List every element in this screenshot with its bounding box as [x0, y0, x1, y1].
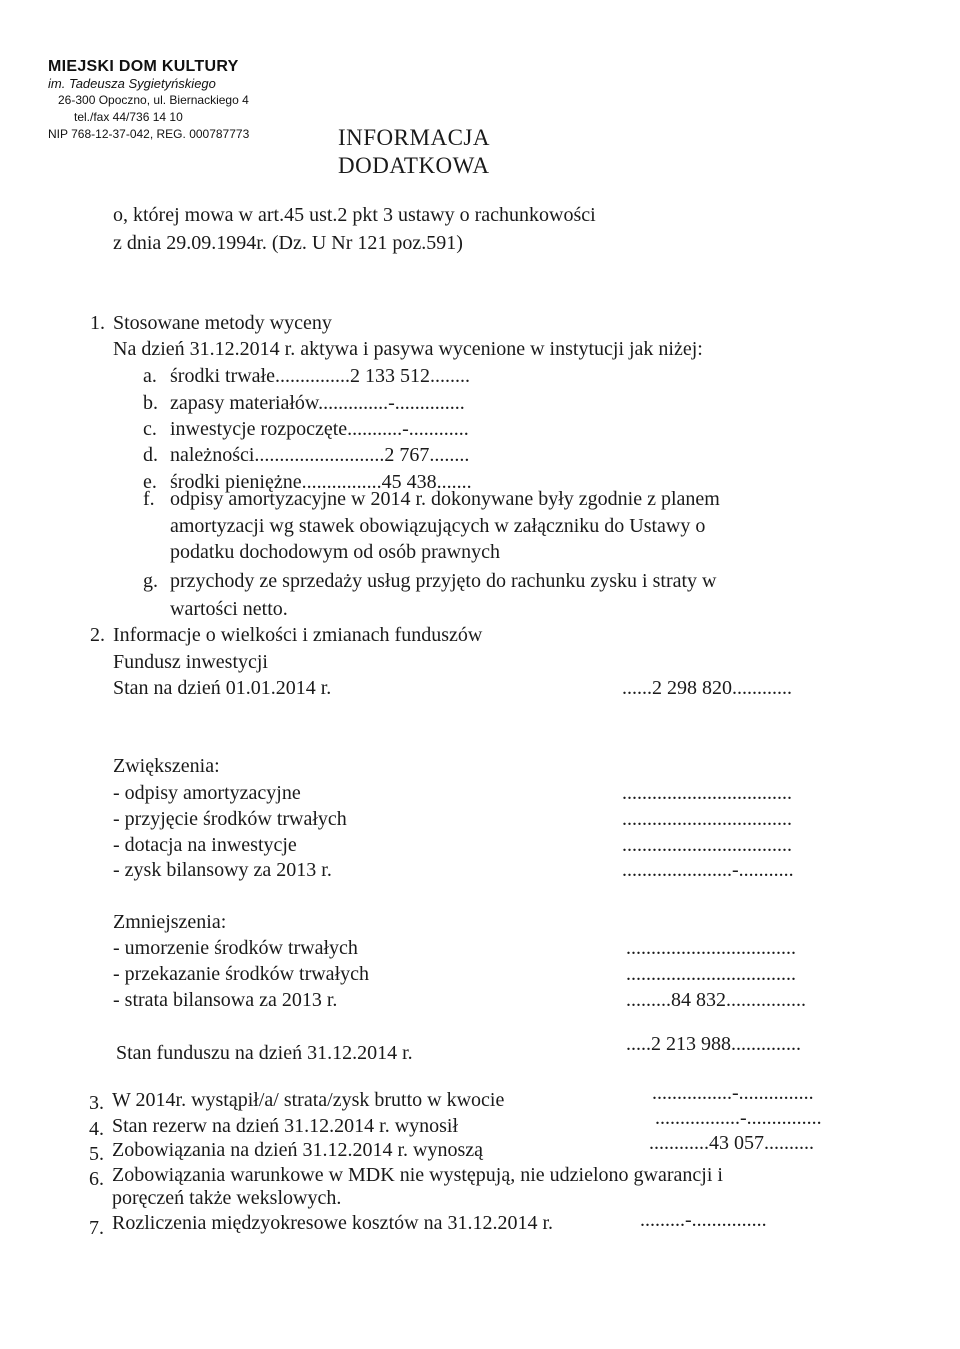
stamp-registration: NIP 768-12-37-042, REG. 000787773 — [48, 127, 250, 141]
section-5-text: Zobowiązania na dzień 31.12.2014 r. wynoszą — [112, 1139, 484, 1161]
increases-heading: Zwiększenia: — [113, 755, 220, 777]
item-g-letter: g. — [143, 570, 158, 592]
section-2-heading: Informacje o wielkości i zmianach funduszów — [113, 624, 483, 646]
decrease-value-2: .................................. — [626, 963, 796, 985]
fund-opening-value: ......2 298 820............ — [622, 677, 792, 699]
increase-value-4: ......................-........... — [622, 859, 794, 881]
fund-closing-label: Stan funduszu na dzień 31.12.2014 r. — [116, 1042, 413, 1064]
fund-name: Fundusz inwestycji — [113, 651, 268, 673]
section-2-number: 2. — [90, 624, 105, 646]
section-4-value: .................-............... — [655, 1107, 822, 1129]
section-1-heading: Stosowane metody wyceny — [113, 312, 332, 334]
decrease-value-3: .........84 832................ — [626, 989, 806, 1011]
stamp-phone: tel./fax 44/736 14 10 — [74, 110, 183, 124]
section-6-number: 6. — [89, 1168, 104, 1190]
intro-line1: o, której mowa w art.45 ust.2 pkt 3 ustawy o rachunkowości — [113, 204, 596, 226]
section-3-value: ................-............... — [652, 1082, 814, 1104]
institution-stamp — [48, 58, 249, 143]
section-5-value: ............43 057.......... — [649, 1132, 814, 1154]
document-title-line2: DODATKOWA — [338, 153, 490, 178]
section-4-number: 4. — [89, 1118, 104, 1140]
item-c-letter: c. — [143, 418, 157, 440]
increase-value-2: .................................. — [622, 808, 792, 830]
item-e-text: środki pieniężne................45 438....... — [170, 471, 472, 493]
item-c-text: inwestycje rozpoczęte...........-............ — [170, 418, 469, 440]
fund-closing-value: .....2 213 988.............. — [626, 1033, 801, 1055]
stamp-patron: im. Tadeusza Sygietyńskiego — [48, 76, 216, 91]
item-b-text: zapasy materiałów..............-.............. — [170, 392, 465, 414]
item-b-letter: b. — [143, 392, 158, 414]
fund-opening-label: Stan na dzień 01.01.2014 r. — [113, 677, 332, 699]
stamp-address: 26-300 Opoczno, ul. Biernackiego 4 — [58, 93, 249, 107]
section-3-text: W 2014r. wystąpił/a/ strata/zysk brutto w kwocie — [112, 1089, 505, 1111]
section-3-number: 3. — [89, 1092, 104, 1114]
increase-label-2: - przyjęcie środków trwałych — [113, 808, 347, 830]
increase-label-4: - zysk bilansowy za 2013 r. — [113, 859, 332, 881]
section-1-subheading: Na dzień 31.12.2014 r. aktywa i pasywa wycenione w instytucji jak niżej: — [113, 338, 703, 360]
item-e-letter: e. — [143, 471, 157, 493]
decreases-heading: Zmniejszenia: — [113, 911, 227, 933]
section-4-text: Stan rezerw na dzień 31.12.2014 r. wynosił — [112, 1115, 459, 1137]
increase-label-3: - dotacja na inwestycje — [113, 834, 297, 856]
item-d-letter: d. — [143, 444, 158, 466]
section-1-number: 1. — [90, 312, 105, 334]
document-title-line1: INFORMACJA — [338, 125, 490, 150]
decrease-label-1: - umorzenie środków trwałych — [113, 937, 358, 959]
section-7-number: 7. — [89, 1217, 104, 1239]
item-a-text: środki trwałe...............2 133 512........ — [170, 365, 470, 387]
item-g-line2: wartości netto. — [170, 598, 288, 620]
increase-label-1: - odpisy amortyzacyjne — [113, 782, 301, 804]
item-f-letter: f. — [143, 488, 155, 510]
stamp-name: MIEJSKI DOM KULTURY — [48, 58, 239, 75]
item-g-line1: przychody ze sprzedaży usług przyjęto do rachunku zysku i straty w — [170, 570, 717, 592]
decrease-label-2: - przekazanie środków trwałych — [113, 963, 369, 985]
item-a-letter: a. — [143, 365, 157, 387]
section-7-text: Rozliczenia międzyokresowe kosztów na 31.12.2014 r. — [112, 1212, 553, 1234]
section-7-value: .........-............... — [640, 1209, 767, 1231]
increase-value-3: .................................. — [622, 834, 792, 856]
increase-value-1: .................................. — [622, 782, 792, 804]
item-f-line3: podatku dochodowym od osób prawnych — [170, 541, 500, 563]
item-d-text: należności..........................2 767........ — [170, 444, 470, 466]
decrease-value-1: .................................. — [626, 937, 796, 959]
section-6-line1: Zobowiązania warunkowe w MDK nie występują, nie udzielono gwarancji i — [112, 1164, 723, 1186]
decrease-label-3: - strata bilansowa za 2013 r. — [113, 989, 338, 1011]
section-6-line2: poręczeń także wekslowych. — [112, 1187, 342, 1209]
item-f-line2: amortyzacji wg stawek obowiązujących w załączniku do Ustawy o — [170, 515, 706, 537]
section-5-number: 5. — [89, 1143, 104, 1165]
item-f-line1: odpisy amortyzacyjne w 2014 r. dokonywane były zgodnie z planem — [170, 488, 720, 510]
intro-line2: z dnia 29.09.1994r. (Dz. U Nr 121 poz.591) — [113, 232, 463, 254]
